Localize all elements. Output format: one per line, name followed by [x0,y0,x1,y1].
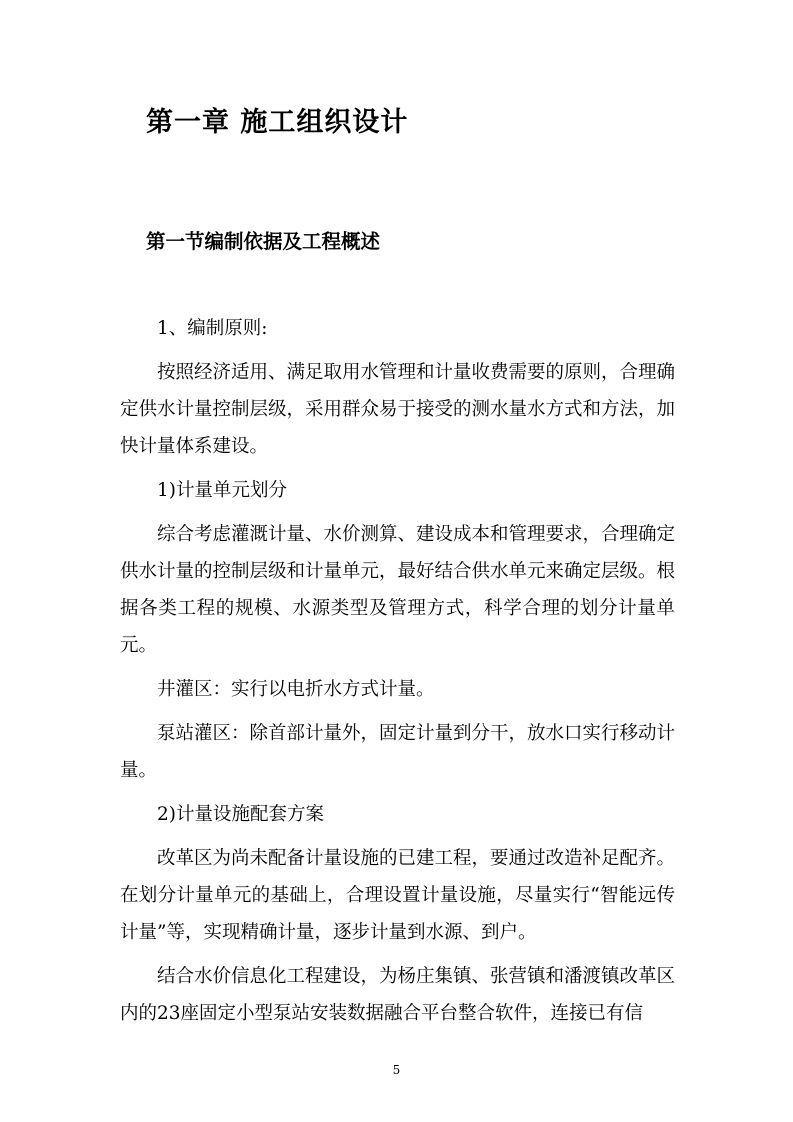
paragraph-informatization: 结合水价信息化工程建设，为杨庄集镇、张营镇和潘渡镇改革区内的23座固定小型泵站安装数据融合平台整合软件，连接已有信 [120,966,676,1024]
paragraph-principle: 按照经济适用、满足取用水管理和计量收费需要的原则，合理确定供水计量控制层级，采用群众易于接受的测水量水方式和方法，加快计量体系建设。 [120,362,676,457]
paragraph-unit-heading: 1)计量单元划分 [157,480,287,501]
section-title: 第一节编制依据及工程概述 [146,230,381,253]
chapter-title: 第一章 施工组织设计 [146,107,409,138]
paragraph-well-irrigation: 井灌区：实行以电折水方式计量。 [157,679,435,700]
paragraph-unit-division: 综合考虑灌溉计量、水价测算、建设成本和管理要求，合理确定供水计量的控制层级和计量单元，最好结合供水单元来确定层级。根据各类工程的规模、水源类型及管理方式，科学合理的划分计量单元。 [120,524,676,656]
page-number: 5 [392,1063,401,1077]
paragraph-pump-irrigation: 泵站灌区：除首部计量外，固定计量到分干，放水口实行移动计量。 [120,723,676,781]
body-text [120,310,675,1039]
paragraph-facility-plan: 改革区为尚未配备计量设施的已建工程，要通过改造补足配齐。在划分计量单元的基础上，合理设置计量设施，尽量实行“智能远传计量”等，实现精确计量，逐步计量到水源、到户。 [120,848,676,943]
paragraph-principle-heading: 1、编制原则: [157,318,268,339]
paragraph-facility-heading: 2)计量设施配套方案 [157,804,324,825]
